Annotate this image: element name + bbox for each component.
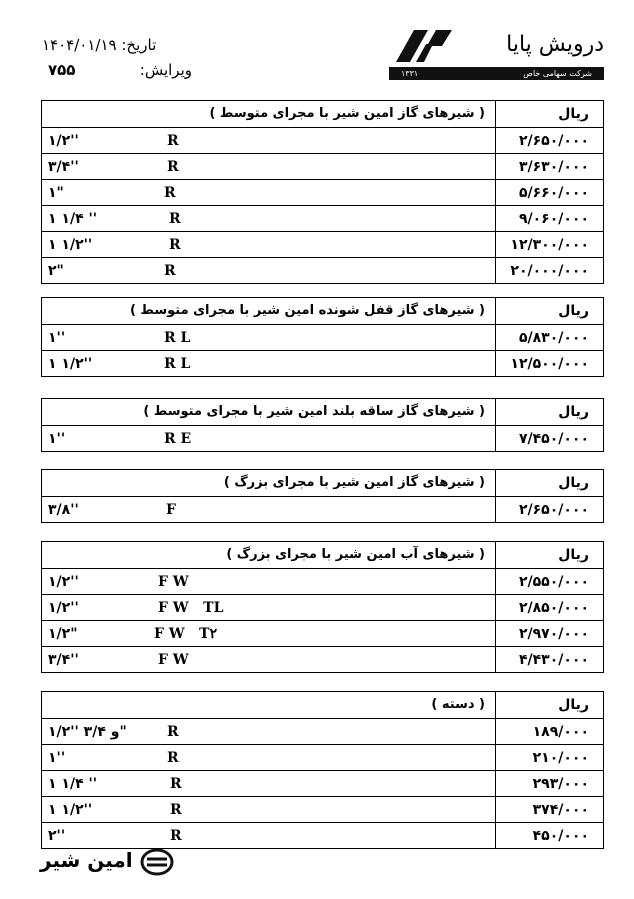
table-row [42,496,603,522]
table-row [42,425,603,451]
table-row [42,594,603,620]
size-cell: ۳/۴'' [48,652,79,668]
price-table-water-valves [41,541,604,673]
price-cell: ۲/۶۵۰/۰۰۰ [495,497,603,522]
section-title: ( شیرهای گاز ساقه بلند امین شیر با مجرای متوسط ) [143,404,485,419]
price-column-header: ریال [495,298,603,324]
code-cell: R L [164,330,191,346]
table-header [42,399,603,425]
size-cell: ۱'' [48,330,66,346]
table-row [42,350,603,376]
price-cell: ۱۲/۵۰۰/۰۰۰ [495,351,603,376]
price-cell: ۱۲/۳۰۰/۰۰۰ [495,232,603,257]
price-cell: ۲/۹۷۰/۰۰۰ [495,621,603,646]
date-label: تاریخ: [121,36,157,54]
amin-shir-logo-icon [140,848,174,876]
date-value: ۱۴۰۴/۰۱/۱۹ [42,36,117,54]
price-cell: ۲/۸۵۰/۰۰۰ [495,595,603,620]
table-row [42,179,603,205]
code-cell: R [167,159,179,175]
code-cell: F W [158,652,189,668]
price-table-long-stem-gas-valves [41,398,604,452]
price-column-header: ریال [495,542,603,568]
table-row [42,646,603,672]
code-cell: F [166,502,176,518]
table-header [42,542,603,568]
price-column-header: ریال [495,692,603,718]
code-cell: R [167,750,179,766]
code-cell: R [167,133,179,149]
price-table-medium-gas-valves [41,100,604,284]
section-title: ( شیرهای گاز امین شیر با مجرای متوسط ) [209,106,485,121]
code-cell: R [170,828,182,844]
size-cell: ۳/۸'' [48,502,79,518]
table-row [42,127,603,153]
code-cell: R [164,185,176,201]
size-cell: ۱/۲'' [48,600,79,616]
section-title: ( شیرهای گاز قفل شونده امین شیر با مجرای متوسط ) [129,303,485,318]
price-table-handles [41,691,604,849]
version-label: ویرایش: [139,61,192,79]
size-cell: ۱/۲'' [48,574,79,590]
company-subtitle: شرکت سهامی خاص [523,69,592,78]
price-cell: ۷/۴۵۰/۰۰۰ [495,426,603,451]
price-table-lockable-gas-valves [41,297,604,377]
size-cell: ۱ ۱/۴ '' [48,211,98,227]
section-title: ( شیرهای گاز امین شیر با مجرای بزرگ ) [223,475,485,490]
table-row [42,770,603,796]
size-cell: ۱/۲" [48,626,78,642]
code-cell: R [164,263,176,279]
code-cell: F W TL [158,600,224,616]
size-cell: ۱/۲'' و ۳/۴" [48,724,127,740]
brand-name: امین شیر [40,848,133,872]
size-cell: ۲" [48,263,64,279]
price-cell: ۵/۸۳۰/۰۰۰ [495,325,603,350]
price-column-header: ریال [495,101,603,127]
price-cell: ۲/۵۵۰/۰۰۰ [495,569,603,594]
company-header [389,26,604,84]
size-cell: ۲'' [48,828,66,844]
code-cell: F W T۲ [154,626,218,642]
table-header [42,692,603,718]
price-cell: ۲۹۳/۰۰۰ [495,771,603,796]
company-name: درویش پایا [506,32,604,57]
table-row [42,744,603,770]
table-header [42,470,603,496]
code-cell: R L [164,356,191,372]
amin-shir-brand [40,848,180,876]
table-row [42,718,603,744]
price-cell: ۲۰/۰۰۰/۰۰۰ [495,258,603,283]
size-cell: ۱ ۱/۲'' [48,356,93,372]
size-cell: ۱'' [48,750,66,766]
table-header [42,101,603,127]
price-cell: ۵/۶۶۰/۰۰۰ [495,180,603,205]
table-header [42,298,603,324]
price-cell: ۳۷۴/۰۰۰ [495,797,603,822]
company-subtitle-bar [389,67,604,80]
price-cell: ۱۸۹/۰۰۰ [495,719,603,744]
size-cell: ۱" [48,185,64,201]
price-cell: ۳/۶۳۰/۰۰۰ [495,154,603,179]
version-value: ۷۵۵ [48,61,76,79]
table-row [42,257,603,283]
company-year: ۱۳۳۱ [401,69,419,78]
table-row [42,231,603,257]
section-title: ( شیرهای آب امین شیر با مجرای بزرگ ) [226,547,485,562]
size-cell: ۱ ۱/۲'' [48,237,93,253]
price-cell: ۹/۰۶۰/۰۰۰ [495,206,603,231]
table-row [42,822,603,848]
code-cell: R [170,802,182,818]
price-cell: ۴/۴۳۰/۰۰۰ [495,647,603,672]
code-cell: R [170,776,182,792]
size-cell: ۱ ۱/۴ '' [48,776,98,792]
table-row [42,324,603,350]
table-row [42,205,603,231]
code-cell: R [167,724,179,740]
code-cell: R E [164,431,192,447]
table-row [42,620,603,646]
section-title: ( دسته ) [431,697,485,712]
table-row [42,153,603,179]
size-cell: ۱ ۱/۲'' [48,802,93,818]
size-cell: ۱'' [48,431,66,447]
size-cell: ۱/۲'' [48,133,79,149]
price-cell: ۲/۶۵۰/۰۰۰ [495,128,603,153]
code-cell: F W [158,574,189,590]
price-table-large-gas-valves [41,469,604,523]
code-cell: R [169,237,181,253]
table-row [42,568,603,594]
size-cell: ۳/۴'' [48,159,79,175]
price-column-header: ریال [495,399,603,425]
document-date [42,36,192,54]
code-cell: R [169,211,181,227]
price-cell: ۲۱۰/۰۰۰ [495,745,603,770]
price-column-header: ریال [495,470,603,496]
table-row [42,796,603,822]
price-cell: ۴۵۰/۰۰۰ [495,823,603,848]
